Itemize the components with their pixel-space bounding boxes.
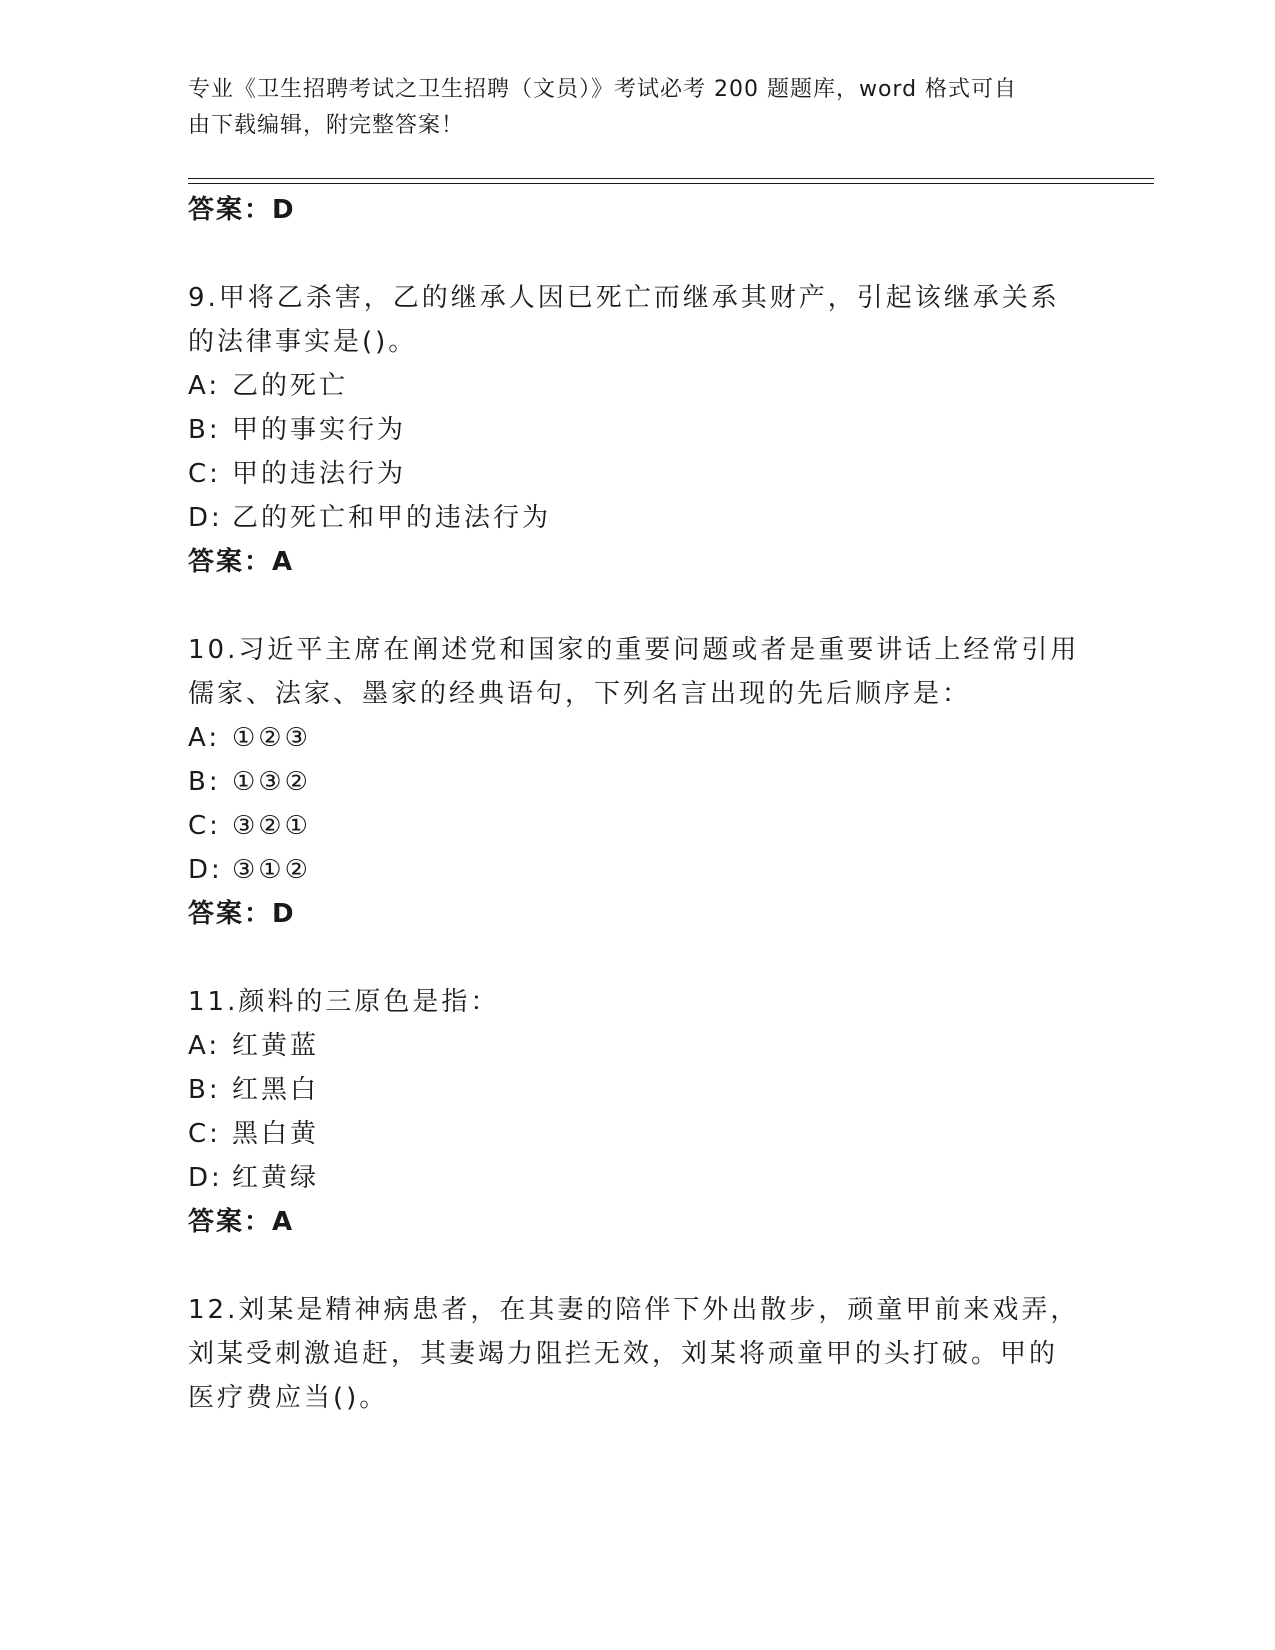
option-text: 红黑白 xyxy=(232,1075,320,1105)
question-stem-line: 的法律事实是()。 xyxy=(188,327,418,357)
answer-line: 答案：D xyxy=(188,899,296,929)
option-c xyxy=(188,810,311,842)
option-a xyxy=(188,370,348,402)
header-divider-bottom xyxy=(188,183,1154,184)
option-d xyxy=(188,502,551,534)
option-d xyxy=(188,1162,319,1194)
option-a xyxy=(188,1030,319,1062)
option-key: C: xyxy=(188,811,221,841)
question-stem-line: 儒家、法家、墨家的经典语句，下列名言出现的先后顺序是： xyxy=(188,679,972,709)
option-text: 乙的死亡和甲的违法行为 xyxy=(232,503,552,533)
option-text: ①③② xyxy=(232,767,311,797)
option-key: D: xyxy=(188,1163,223,1193)
header-line-1: 专业《卫生招聘考试之卫生招聘（文员）》考试必考 200 题题库，word 格式可自 xyxy=(188,77,1018,102)
question-stem-line: 10.习近平主席在阐述党和国家的重要问题或者是重要讲话上经常引用 xyxy=(188,635,1080,665)
option-text: 黑白黄 xyxy=(232,1119,320,1149)
option-b xyxy=(188,1074,319,1106)
option-b xyxy=(188,414,406,446)
option-key: D: xyxy=(188,855,223,885)
option-a xyxy=(188,722,311,754)
option-text: 甲的事实行为 xyxy=(232,415,407,445)
question-stem-line: 刘某受刺激追赶，其妻竭力阻拦无效，刘某将顽童甲的头打破。甲的 xyxy=(188,1339,1059,1369)
option-text: ①②③ xyxy=(232,723,311,753)
option-c xyxy=(188,1118,319,1150)
question-stem-line: 医疗费应当()。 xyxy=(188,1383,389,1413)
option-d xyxy=(188,854,311,886)
option-key: B: xyxy=(188,767,221,797)
option-text: 甲的违法行为 xyxy=(232,459,407,489)
option-key: B: xyxy=(188,1075,221,1105)
option-text: 红黄绿 xyxy=(232,1163,320,1193)
option-key: A: xyxy=(188,1031,221,1061)
question-stem-line: 9.甲将乙杀害，乙的继承人因已死亡而继承其财产，引起该继承关系 xyxy=(188,283,1060,313)
option-key: B: xyxy=(188,415,221,445)
option-text: 红黄蓝 xyxy=(232,1031,320,1061)
answer-line: 答案：A xyxy=(188,547,295,577)
option-b xyxy=(188,766,311,798)
option-key: A: xyxy=(188,371,221,401)
option-text: ③①② xyxy=(232,855,311,885)
option-text: 乙的死亡 xyxy=(232,371,349,401)
option-key: C: xyxy=(188,1119,221,1149)
option-key: D: xyxy=(188,503,223,533)
previous-answer: 答案：D xyxy=(188,195,296,225)
question-stem-line: 11.颜料的三原色是指： xyxy=(188,987,500,1017)
option-text: ③②① xyxy=(232,811,311,841)
option-key: A: xyxy=(188,723,221,753)
option-key: C: xyxy=(188,459,221,489)
header-divider-top xyxy=(188,178,1154,179)
answer-line: 答案：A xyxy=(188,1207,295,1237)
question-stem-line: 12.刘某是精神病患者，在其妻的陪伴下外出散步，顽童甲前来戏弄， xyxy=(188,1295,1080,1325)
header-line-2: 由下载编辑，附完整答案！ xyxy=(188,113,465,138)
option-c xyxy=(188,458,406,490)
document-header xyxy=(188,72,1068,144)
